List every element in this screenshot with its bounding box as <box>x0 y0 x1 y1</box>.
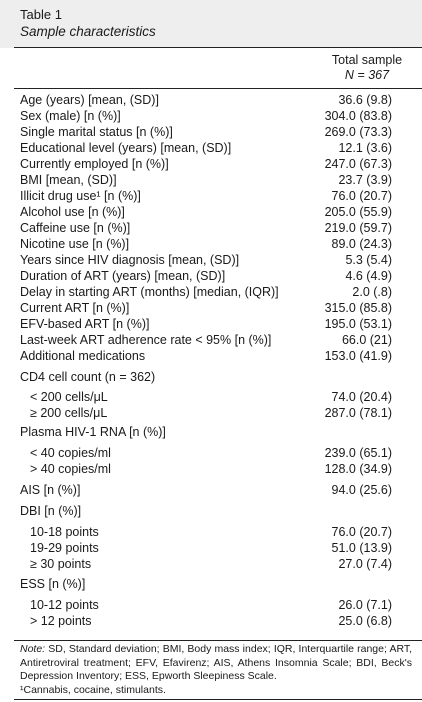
note-label: Note: <box>20 643 46 655</box>
table-row <box>0 252 422 268</box>
column-header-line1: Total sample <box>331 53 403 67</box>
row-value: 12.1 (3.6) <box>338 141 392 155</box>
top-rule <box>14 47 422 48</box>
table-body <box>0 92 422 629</box>
row-label: Currently employed [n (%)] <box>20 157 169 171</box>
table-row <box>0 524 422 540</box>
group-heading-cd4 <box>0 368 422 386</box>
row-label: > 40 copies/ml <box>30 462 111 476</box>
row-value: 4.6 (4.9) <box>345 269 392 283</box>
group-label: AIS [n (%)] <box>20 483 81 497</box>
table-row <box>0 316 422 332</box>
table-row <box>0 204 422 220</box>
table-row <box>0 156 422 172</box>
table-row <box>0 236 422 252</box>
row-label: Nicotine use [n (%)] <box>20 237 130 251</box>
row-label: Last-week ART adherence rate < 95% [n (%)] <box>20 333 272 347</box>
table-title-block <box>0 0 422 48</box>
row-value: 23.7 (3.9) <box>338 173 392 187</box>
row-value: 36.6 (9.8) <box>338 93 392 107</box>
table-row <box>0 188 422 204</box>
row-label: ≥ 30 points <box>30 557 92 571</box>
row-label: 10-18 points <box>30 525 99 539</box>
row-value: 153.0 (41.9) <box>324 349 392 363</box>
row-value: 5.3 (5.4) <box>345 253 392 267</box>
group-label: CD4 cell count (n = 362) <box>20 370 156 384</box>
table-row <box>0 540 422 556</box>
row-value: 27.0 (7.4) <box>338 557 392 571</box>
table-number: Table 1 <box>20 7 62 22</box>
row-value: 287.0 (78.1) <box>324 406 392 420</box>
row-label: Age (years) [mean, (SD)] <box>20 93 159 107</box>
row-label: ≥ 200 cells/μL <box>30 406 108 420</box>
row-label: EFV-based ART [n (%)] <box>20 317 150 331</box>
row-value: 269.0 (73.3) <box>324 125 392 139</box>
table-row <box>0 220 422 236</box>
row-label: > 12 points <box>30 614 92 628</box>
row-label: BMI [mean, (SD)] <box>20 173 117 187</box>
group-heading-ess <box>0 575 422 593</box>
table-row <box>0 445 422 461</box>
row-label: Sex (male) [n (%)] <box>20 109 121 123</box>
row-value: 205.0 (55.9) <box>324 205 392 219</box>
row-value: 315.0 (85.8) <box>324 301 392 315</box>
row-value: 74.0 (20.4) <box>331 390 392 404</box>
row-value: 128.0 (34.9) <box>324 462 392 476</box>
row-label: < 200 cells/μL <box>30 390 108 404</box>
table-header <box>0 53 422 87</box>
footer-rule <box>14 640 422 641</box>
row-label: Years since HIV diagnosis [mean, (SD)] <box>20 253 240 267</box>
row-label: Duration of ART (years) [mean, (SD)] <box>20 269 226 283</box>
table-row <box>0 405 422 421</box>
row-label: Caffeine use [n (%)] <box>20 221 131 235</box>
row-value: 76.0 (20.7) <box>331 525 392 539</box>
table-row <box>0 461 422 477</box>
table-row <box>0 332 422 348</box>
row-label: Current ART [n (%)] <box>20 301 130 315</box>
row-value: 26.0 (7.1) <box>338 598 392 612</box>
row-label: 19-29 points <box>30 541 99 555</box>
row-value: 304.0 (83.8) <box>324 109 392 123</box>
row-value: 2.0 (.8) <box>352 285 392 299</box>
column-header-total-sample <box>322 53 412 83</box>
table-row <box>0 556 422 572</box>
group-label: Plasma HIV-1 RNA [n (%)] <box>20 425 166 439</box>
table-row <box>0 613 422 629</box>
table-row <box>0 300 422 316</box>
row-label: Additional medications <box>20 349 146 363</box>
row-value: 195.0 (53.1) <box>324 317 392 331</box>
row-label: Educational level (years) [mean, (SD)] <box>20 141 232 155</box>
group-heading-rna <box>0 423 422 441</box>
footnote: ¹Cannabis, cocaine, stimulants. <box>20 683 166 696</box>
table-row <box>0 348 422 364</box>
row-value: 94.0 (25.6) <box>331 483 392 497</box>
row-value: 76.0 (20.7) <box>331 189 392 203</box>
row-value: 51.0 (13.9) <box>331 541 392 555</box>
table-row <box>0 140 422 156</box>
row-value: 25.0 (6.8) <box>338 614 392 628</box>
group-heading-dbi <box>0 502 422 520</box>
table-note <box>20 643 412 697</box>
group-label: ESS [n (%)] <box>20 577 86 591</box>
row-label: Delay in starting ART (months) [median, (IQR)] <box>20 285 279 299</box>
table-row <box>0 597 422 613</box>
table-caption: Sample characteristics <box>20 24 156 39</box>
table-row <box>0 124 422 140</box>
row-label: Alcohol use [n (%)] <box>20 205 125 219</box>
table-row <box>0 389 422 405</box>
table-row <box>0 92 422 108</box>
row-value: 219.0 (59.7) <box>324 221 392 235</box>
note-text: SD, Standard deviation; BMI, Body mass index; IQR, Interquartile range; ART, Antiretroviral treatment; EFV, Efavirenz; AIS, Athens Insomnia Scale; BDI, Beck's Depression Inventory; ESS, Epworth Sleepiness Scale. <box>20 643 413 682</box>
row-label: Illicit drug use¹ [n (%)] <box>20 189 141 203</box>
row-value: 247.0 (67.3) <box>324 157 392 171</box>
row-value: 239.0 (65.1) <box>324 446 392 460</box>
row-label: Single marital status [n (%)] <box>20 125 173 139</box>
row-label: < 40 copies/ml <box>30 446 111 460</box>
table-row <box>0 284 422 300</box>
row-value: 89.0 (24.3) <box>331 237 392 251</box>
column-header-line2: N = 367 <box>344 68 390 82</box>
group-heading-ais <box>0 481 422 499</box>
row-label: 10-12 points <box>30 598 99 612</box>
bottom-rule <box>14 699 422 700</box>
table-row <box>0 172 422 188</box>
group-label: DBI [n (%)] <box>20 504 82 518</box>
header-rule <box>14 88 422 89</box>
table-row <box>0 268 422 284</box>
table-row <box>0 108 422 124</box>
row-value: 66.0 (21) <box>341 333 392 347</box>
